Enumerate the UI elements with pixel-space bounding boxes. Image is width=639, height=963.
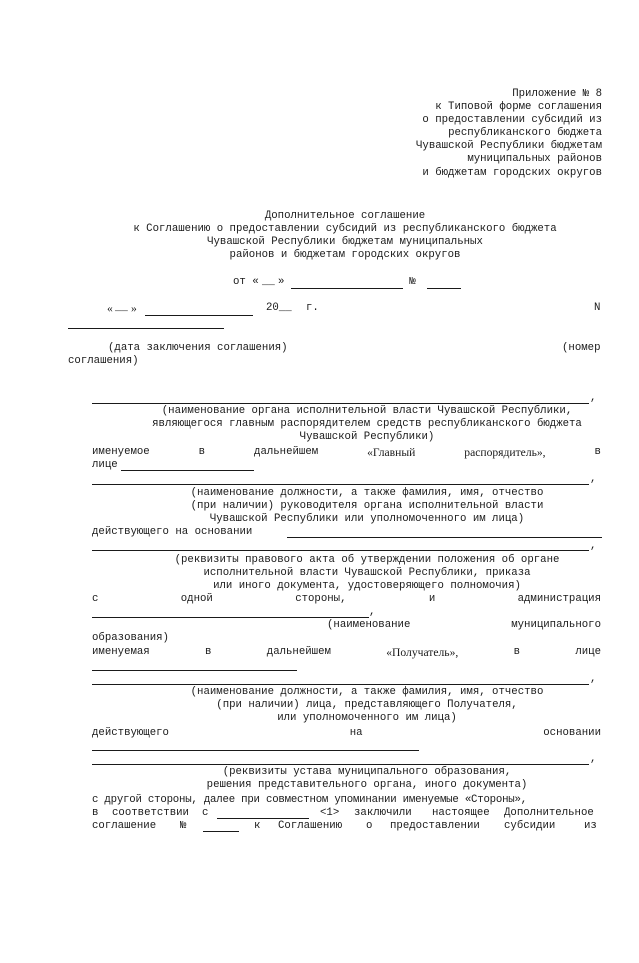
n-label: N	[594, 302, 601, 314]
word: и	[428, 593, 436, 605]
comma: ,	[590, 540, 597, 552]
word: настоящее	[432, 807, 490, 819]
title-line: Дополнительное соглашение	[264, 210, 426, 222]
body-line-8	[92, 807, 601, 820]
caption-act: или иного документа, удостоверяющего полномочия)	[213, 580, 521, 592]
word: в	[594, 446, 601, 458]
word: (наименование	[327, 619, 411, 631]
title-line: Чувашской Республики бюджетам муниципальных	[207, 236, 483, 248]
year-placeholder: 20__	[266, 302, 292, 314]
comma: ,	[590, 673, 597, 685]
word: заключили	[354, 807, 412, 819]
appendix-line: республиканского бюджета	[448, 127, 602, 139]
body-line-2: лице	[92, 459, 118, 471]
day-placeholder: __	[115, 302, 128, 314]
caption-recipient: (наименование должности, а также фамилия, имя, отчество	[190, 686, 544, 698]
comma: ,	[590, 392, 597, 404]
appendix-line: о предоставлении субсидий из	[422, 114, 602, 126]
title-line: к Соглашению о предоставлении субсидий из республиканского бюджета	[133, 223, 557, 235]
caption-recipient: (при наличии) лица, представляющего Получателя,	[216, 699, 518, 711]
agreement-number-blank	[203, 831, 239, 832]
word: действующего	[92, 727, 169, 739]
caption-municipal	[327, 619, 601, 632]
word: «Главный	[367, 446, 416, 459]
caption-act: исполнительной власти Чувашской Республики, приказа	[203, 567, 531, 579]
word: предоставлении	[390, 820, 480, 832]
word: стороны,	[295, 593, 347, 605]
word: соглашение	[92, 820, 157, 832]
from-number-blank	[427, 288, 461, 289]
word: соответствии	[112, 807, 189, 819]
word: из	[584, 820, 597, 832]
caption-act: (реквизиты правового акта об утверждении положения об органе	[174, 554, 560, 566]
word: на	[349, 727, 363, 739]
word: Дополнительное	[504, 807, 594, 819]
administration-blank	[92, 617, 369, 618]
number-sign: №	[403, 276, 423, 288]
caption-charter: решения представительного органа, иного документа)	[206, 779, 528, 791]
charter-blank	[92, 750, 419, 751]
caption-organization: Чувашской Республики)	[299, 431, 435, 443]
representative-blank	[121, 470, 254, 471]
caption-number: (номер	[562, 342, 601, 354]
word: основании	[543, 727, 601, 739]
word: дальнейшем	[254, 446, 319, 458]
organization-blank	[92, 403, 589, 404]
caption-organization: являющегося главным распорядителем средств республиканского бюджета	[152, 418, 582, 430]
word: Соглашению	[278, 820, 343, 832]
comma: ,	[369, 606, 376, 618]
charter-blank-2	[92, 764, 589, 765]
number-blank	[68, 328, 224, 329]
comma: ,	[590, 473, 597, 485]
year-suffix: г.	[306, 302, 319, 314]
caption-recipient: или уполномоченного им лица)	[277, 712, 457, 724]
body-line-1	[92, 446, 601, 459]
body-line-6	[92, 727, 601, 740]
word: к	[254, 820, 261, 832]
month-blank	[145, 315, 253, 316]
caption-charter: (реквизиты устава муниципального образования,	[222, 766, 512, 778]
appendix-line: муниципальных районов	[467, 153, 602, 165]
word: администрация	[517, 593, 601, 605]
appendix-line: и бюджетам городских округов	[422, 167, 602, 179]
word: в	[205, 646, 212, 658]
body-line-4	[92, 593, 601, 606]
caption-date: (дата заключения соглашения)	[108, 342, 288, 354]
word: в	[198, 446, 206, 458]
comma: ,	[590, 753, 597, 765]
caption-number-cont: соглашения)	[68, 355, 139, 367]
word: с	[92, 593, 99, 605]
body-line-5	[92, 646, 601, 659]
caption-organization: (наименование органа исполнительной власти Чувашской Республики,	[161, 405, 573, 417]
word: лице	[575, 646, 601, 658]
caption-position: Чувашской Республики или уполномоченного им лица)	[209, 513, 525, 525]
word: №	[180, 820, 187, 832]
caption-position: (наименование должности, а также фамилия, имя, отчество	[190, 487, 544, 499]
appendix-line: Приложение № 8	[512, 88, 602, 100]
appendix-line: Чувашской Республики бюджетам	[416, 140, 602, 152]
from-day-placeholder: __	[262, 276, 275, 288]
word: в	[513, 646, 521, 658]
body-line-7: с другой стороны, далее при совместном упоминании именуемые «Стороны»,	[92, 794, 527, 806]
basis-blank	[287, 537, 602, 538]
word: муниципального	[511, 619, 601, 631]
quote-open: «	[107, 302, 113, 315]
word: о	[366, 820, 373, 832]
word: «Получатель»,	[386, 646, 459, 659]
appendix-line: к Типовой форме соглашения	[435, 101, 602, 113]
word: в	[92, 807, 99, 819]
footnote-ref: <1>	[320, 807, 340, 819]
title-line: районов и бюджетам городских округов	[229, 249, 461, 261]
body-line-3: действующего на основании	[92, 526, 253, 538]
word: распорядитель»,	[464, 446, 546, 459]
word: именуемая	[92, 646, 150, 658]
word: именуемое	[92, 446, 150, 458]
act-blank	[92, 550, 589, 551]
quote-close: »	[131, 302, 137, 315]
from-date-blank	[291, 288, 403, 289]
conformity-blank	[217, 818, 309, 819]
position-blank	[92, 484, 589, 485]
from-mid: »	[278, 276, 291, 288]
word: с	[202, 807, 209, 819]
word: одной	[180, 593, 213, 605]
body-line-9	[92, 820, 601, 833]
word: дальнейшем	[266, 646, 331, 658]
recipient-blank	[92, 670, 297, 671]
caption-position: (при наличии) руководителя органа исполнительной власти	[190, 500, 544, 512]
caption-municipal-cont: образования)	[92, 632, 169, 644]
word: субсидии	[504, 820, 556, 832]
from-prefix: от «	[233, 276, 259, 288]
recipient-position-blank	[92, 684, 589, 685]
